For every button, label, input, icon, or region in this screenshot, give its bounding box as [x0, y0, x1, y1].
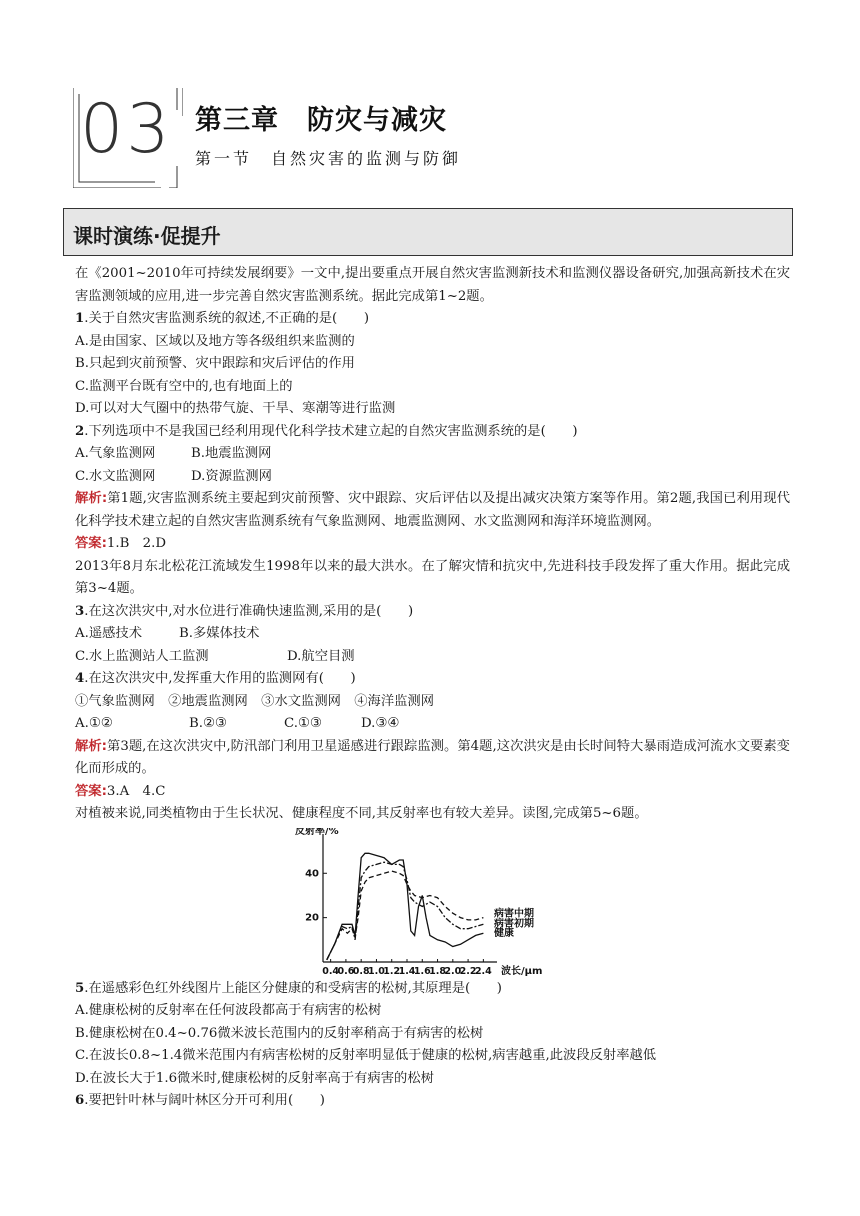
x-tick-label: 2.2 — [459, 965, 477, 977]
answer — [75, 533, 790, 556]
x-tick-label: 1.0 — [368, 965, 385, 977]
question-number: 1 — [75, 311, 85, 326]
analysis-text: 第1题,灾害监测系统主要起到灾前预警、灾中跟踪、灾后评估以及提出减灾决策方案等作用。第2题,我国已利用现代化科学技术建立起的自然灾害监测系统有气象监测网、地震监测网、水文监测网和海洋环境监测网。 — [75, 491, 790, 529]
option-d: D.在波长大于1.6微米时,健康松树的反射率高于有病害的松树 — [75, 1070, 434, 1086]
question-stem: .下列选项中不是我国已经利用现代化科学技术建立起的自然灾害监测系统的是( ) — [84, 423, 578, 439]
option-a: A.①② — [75, 716, 113, 731]
option-a: A.是由国家、区域以及地方等各级组织来监测的 — [75, 333, 355, 349]
option-b: B.健康松树在0.4~0.76微米波长范围内的反射率稍高于有病害的松树 — [75, 1025, 484, 1041]
analysis — [75, 736, 790, 781]
option-c: C.水上监测站人工监测 — [75, 648, 209, 664]
answer-label: 答案: — [75, 783, 107, 799]
option-a: A.遥感技术 — [75, 626, 143, 641]
question-stem: .在这次洪灾中,发挥重大作用的监测网有( ) — [84, 671, 356, 686]
option-d: D.航空目测 — [287, 648, 355, 664]
option-b: B.地震监测网 — [191, 446, 272, 461]
x-tick-label: 1.2 — [383, 965, 401, 977]
intro-paragraph: 对植被来说,同类植物由于生长状况、健康程度不同,其反射率也有较大差异。读图,完成第5~6题。 — [75, 806, 648, 821]
options-row — [75, 443, 790, 466]
series-label: 病害初期 — [494, 917, 534, 929]
x-tick-label: 1.8 — [429, 965, 446, 977]
x-tick-label: 0.8 — [352, 965, 370, 977]
option-b: B.多媒体技术 — [179, 626, 260, 641]
chapter-number: 03 — [80, 90, 173, 169]
y-axis-label: 反射率/% — [295, 827, 339, 837]
question-2 — [75, 421, 790, 444]
option-a: A.健康松树的反射率在任何波段都高于有病害的松树 — [75, 1003, 382, 1018]
option-c: C.监测平台既有空中的,也有地面上的 — [75, 378, 293, 394]
option-d: D.可以对大气圈中的热带气旋、干旱、寒潮等进行监测 — [75, 401, 396, 416]
option-b: B.②③ — [189, 716, 227, 731]
exercise-content — [75, 263, 790, 1113]
reflectance-chart-svg — [295, 828, 595, 978]
question-1 — [75, 308, 790, 331]
question-stem: .关于自然灾害监测系统的叙述,不正确的是( ) — [84, 311, 370, 326]
intro-paragraph: 2013年8月东北松花江流域发生1998年以来的最大洪水。在了解灾情和抗灾中,先进科技手段发挥了重大作用。据此完成第3~4题。 — [75, 558, 790, 596]
options-row — [75, 623, 790, 646]
x-tick-label: 1.6 — [413, 965, 431, 977]
series-line-2 — [327, 862, 484, 960]
analysis-label: 解析: — [75, 738, 107, 754]
reflectance-chart — [295, 828, 595, 978]
question-number: 3 — [75, 603, 85, 619]
question-5 — [75, 978, 790, 1001]
analysis — [75, 488, 790, 533]
options-row — [75, 646, 790, 669]
question-number: 4 — [75, 671, 85, 686]
question-4 — [75, 668, 790, 691]
question-6 — [75, 1090, 790, 1113]
y-tick-label: 20 — [305, 912, 319, 924]
x-tick-label: 2.0 — [444, 965, 462, 977]
question-stem: .在这次洪灾中,对水位进行准确快速监测,采用的是( ) — [84, 603, 414, 619]
analysis-label: 解析: — [75, 491, 108, 506]
section-title: 第一节 自然灾害的监测与防御 — [195, 149, 462, 168]
series-line-3 — [327, 853, 484, 960]
option-d: D.③④ — [361, 716, 400, 731]
question-number: 6 — [75, 1093, 85, 1108]
series-label: 病害中期 — [494, 907, 534, 919]
chapter-title: 第三章 防灾与减灾 — [195, 105, 447, 136]
y-tick-label: 40 — [305, 867, 319, 879]
question-number: 5 — [75, 980, 85, 996]
question-stem: .在遥感彩色红外线图片上能区分健康的和受病害的松树,其原理是( ) — [84, 980, 502, 996]
x-tick-label: 0.4 — [322, 965, 340, 977]
banner-title: 课时演练·促提升 — [73, 224, 221, 248]
option-c: C.①③ — [284, 716, 322, 731]
x-tick-label: 0.6 — [337, 965, 355, 977]
question-stem: .要把针叶林与阔叶林区分开可利用( ) — [84, 1093, 325, 1108]
options-row — [75, 713, 790, 736]
series-line-1 — [327, 871, 484, 960]
option-c: C.水文监测网 — [75, 468, 156, 484]
option-b: B.只起到灾前预警、灾中跟踪和灾后评估的作用 — [75, 356, 355, 371]
x-tick-label: 2.4 — [474, 965, 492, 977]
intro-paragraph: 在《2001~2010年可持续发展纲要》一文中,提出要重点开展自然灾害监测新技术和监测仪器设备研究,加强高新技术在灾害监测领域的应用,进一步完善自然灾害监测系统。据此完成第1~2题。 — [75, 266, 790, 304]
x-axis-label: 波长/μm — [501, 965, 543, 977]
question-3 — [75, 601, 790, 624]
x-tick-label: 1.4 — [398, 965, 416, 977]
option-a: A.气象监测网 — [75, 446, 156, 461]
answer-label: 答案: — [75, 536, 107, 551]
answer-text: 3.A 4.C — [106, 783, 166, 799]
answer — [75, 781, 790, 804]
analysis-text: 第3题,在这次洪灾中,防汛部门利用卫星遥感进行跟踪监测。第4题,这次洪灾是由长时间特大暴雨造成河流水文要素变化而形成的。 — [75, 738, 790, 776]
answer-text: 1.B 2.D — [106, 536, 167, 551]
option-d: D.资源监测网 — [191, 468, 272, 484]
question-number: 2 — [75, 423, 85, 439]
practice-banner — [63, 208, 793, 256]
series-label: 健康 — [494, 927, 514, 939]
option-c: C.在波长0.8~1.4微米范围内有病害松树的反射率明显低于健康的松树,病害越重,此波段反射率越低 — [75, 1048, 657, 1063]
options-row — [75, 466, 790, 489]
question-items: ①气象监测网 ②地震监测网 ③水文监测网 ④海洋监测网 — [75, 693, 435, 709]
